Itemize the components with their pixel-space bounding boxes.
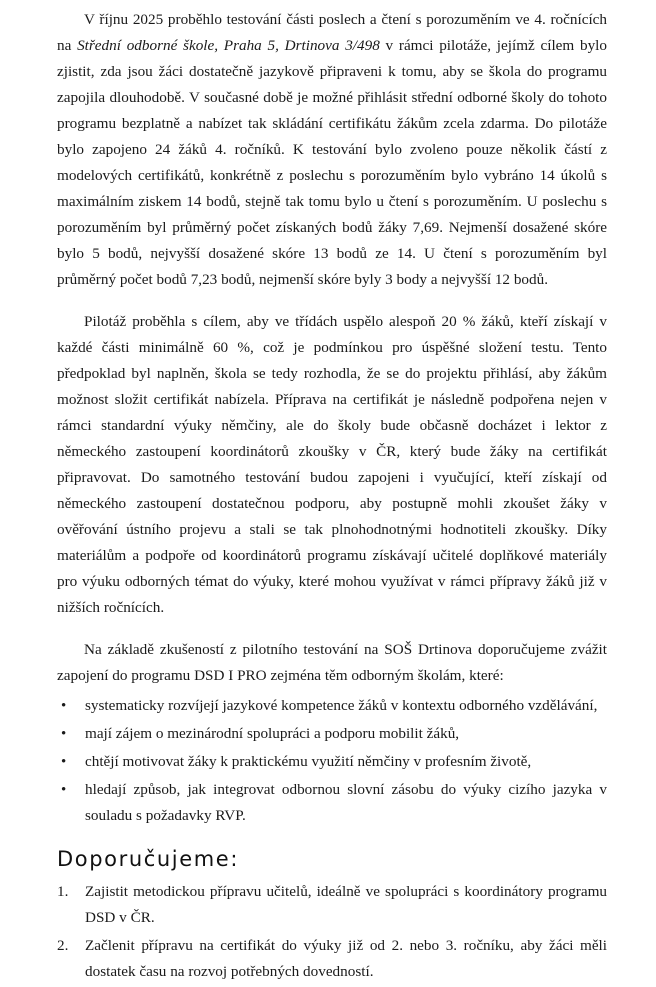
- paragraph-text: v rámci pilotáže, jejímž cílem bylo zjistit, zda jsou žáci dostatečně jazykově připraveni k tomu, aby se škola do programu zapojila dlouhodobě. V současné době je možné přihlásit střední odborné školy do tohoto programu bezplatně a nabízet tak skládání certifikátu žákům zcela zdarma. Do pilotáže bylo zapojeno 24 žáků 4. ročníků. K testování bylo zvoleno pouze několik částí z modelových certifikátů, konkrétně z poslechu s porozuměním bylo vybráno 14 úkolů s maximálním ziskem 14 bodů, stejně tak tomu bylo u čtení s porozuměním. U poslechu s porozuměním byl průměrný počet získaných bodů žáky 7,69. Nejmenší dosažené skóre bylo 5 bodů, nejvyšší dosažené skóre 13 bodů ze 14. U čtení s porozuměním byl průměrný počet bodů 7,23 bodů, nejmenší skóre byly 3 body a nejvyšší 12 bodů.: [57, 37, 607, 288]
- list-item: [57, 721, 607, 747]
- paragraph-recommendation-intro: Na základě zkušeností z pilotního testování na SOŠ Drtinova doporučujeme zvážit zapojení do programu DSD I PRO zejména těm odborným školám, které:: [57, 641, 607, 684]
- bullet-icon: •: [61, 782, 67, 798]
- item-number: 1.: [57, 883, 69, 900]
- recommendation-text: Zajistit metodickou přípravu učitelů, ideálně ve spolupráci s koordinátory programu DSD v ČR.: [85, 883, 607, 926]
- bullet-icon: •: [61, 698, 67, 714]
- list-item: [57, 749, 607, 775]
- paragraph-pilot-testing: [57, 7, 607, 293]
- section-heading: Doporučujeme:: [57, 847, 240, 871]
- list-item: [57, 777, 607, 829]
- recommendation-text: Začlenit přípravu na certifikát do výuky již od 2. nebo 3. ročníku, aby žáci měli dostatek času na rozvoj potřebných dovedností.: [85, 937, 607, 980]
- list-item-text: chtějí motivovat žáky k praktickému využití němčiny v profesním životě,: [85, 753, 532, 770]
- document-page: [57, 7, 607, 987]
- paragraph-text: V říjnu 2025 proběhlo testování části poslech a čtení s porozuměním ve 4. ročnících na: [57, 11, 607, 54]
- list-item-text: systematicky rozvíjejí jazykové kompetence žáků v kontextu odborného vzdělávání,: [85, 697, 598, 714]
- recommendation-item: [57, 879, 607, 931]
- school-criteria-list: [57, 693, 607, 829]
- list-item-text: mají zájem o mezinárodní spolupráci a podporu mobilit žáků,: [85, 725, 460, 742]
- list-item-text: hledají způsob, jak integrovat odbornou slovní zásobu do výuky cizího jazyka v souladu s požadavky RVP.: [85, 781, 607, 824]
- bullet-icon: •: [61, 726, 67, 742]
- school-name: Střední odborné škole, Praha 5, Drtinova 3/498: [77, 37, 380, 54]
- bullet-icon: •: [61, 754, 67, 770]
- list-item: [57, 693, 607, 719]
- paragraph-pilot-goal: Pilotáž proběhla s cílem, aby ve třídách uspělo alespoň 20 % žáků, kteří získají v každé části minimálně 60 %, což je podmínkou pro úspěšné složení testu. Tento předpoklad byl naplněn, škola se tedy rozhodla, že se do projektu přihlásí, aby žákům možnost složit certifikát nabízela. Příprava na certifikát je následně podpořena nejen v rámci standardní výuky němčiny, ale do školy bude občasně docházet i lektor z německého zastoupení koordinátorů zkoušky v ČR, který bude žáky na certifikát připravovat. Do samotného testování budou zapojeni i vyučující, kteří získají od německého zastoupení dostatečnou podporu, aby postupně mohli zkoušet žáky v ověřování ústního projevu a stali se tak plnohodnotnými hodnotiteli zkoušky. Díky materiálům a podpoře od koordinátorů programu získávají učitelé doplňkové materiály pro výuku odborných témat do výuky, které mohou využívat v rámci přípravy žáků již v nižších ročnících.: [57, 313, 607, 616]
- item-number: 2.: [57, 937, 69, 954]
- recommendations-list: [57, 879, 607, 985]
- recommendation-item: [57, 933, 607, 985]
